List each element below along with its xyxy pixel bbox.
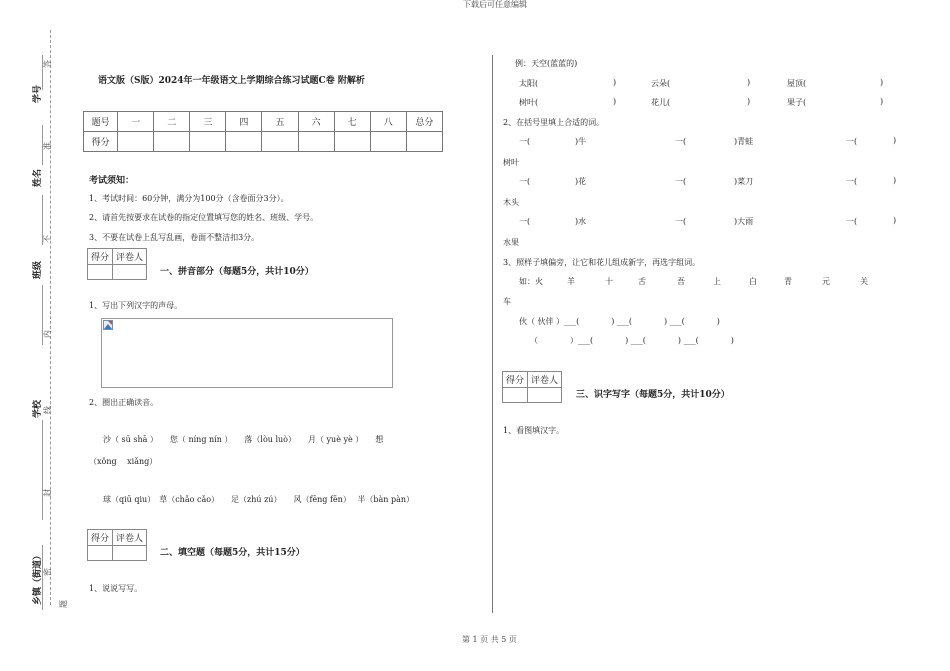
- pair-1c: 一(: [846, 137, 858, 146]
- section-2-title: 二、填空题（每题5分，共计15分）: [160, 548, 305, 558]
- fill-leaf: 树叶(: [519, 98, 539, 107]
- grader-score-label: 得分: [503, 372, 528, 388]
- score-input-cell[interactable]: [226, 132, 262, 152]
- radical-char: 吾: [677, 277, 685, 286]
- grader-score-label: 得分: [88, 249, 113, 265]
- pair-word-1: 树叶: [503, 158, 519, 167]
- score-header-cell: 六: [298, 112, 334, 132]
- pinyin-line-2: （xǒng xiǎng）: [89, 457, 158, 466]
- score-input-cell[interactable]: [406, 132, 442, 152]
- grader-box-3: [502, 371, 562, 403]
- pair-1b: 一(: [675, 137, 687, 146]
- radical-char: 关: [860, 277, 868, 286]
- column-divider: [492, 55, 493, 613]
- score-header-cell: 题号: [84, 112, 118, 132]
- score-header-cell: 三: [190, 112, 226, 132]
- grader-score-input[interactable]: [503, 388, 528, 403]
- grader-reviewer-label: 评卷人: [528, 372, 562, 388]
- mark-feng: 封: [43, 489, 52, 497]
- pair-2a: 一(: [519, 177, 531, 186]
- grader-reviewer-label: 评卷人: [113, 249, 147, 265]
- pinyin-line-3: 球（qiū qiu） 草（chǎo cǎo） 足（zhú zú） 风（fēng fēn） 半（bàn pàn）: [103, 495, 414, 504]
- grader-score-input[interactable]: [88, 265, 113, 280]
- grader-reviewer-input[interactable]: [113, 265, 147, 280]
- word-line-1: 伙（ 伙伴 ）___( ) ___( ) ___( ): [519, 317, 720, 326]
- section-3-q1: 1、看图填汉字。: [503, 426, 565, 435]
- mark-zhun: 准: [43, 142, 52, 150]
- mark-da: 答: [43, 60, 52, 68]
- fill-sun-close: ): [613, 78, 617, 87]
- grader-score-input[interactable]: [88, 546, 113, 561]
- radical-char-car: 车: [503, 297, 511, 306]
- grader-reviewer-input[interactable]: [113, 546, 147, 561]
- mark-xian: 线: [43, 406, 52, 414]
- score-header-cell: 四: [226, 112, 262, 132]
- pair-2a-close: )花: [575, 177, 587, 186]
- notice-item-1: 1、考试时间：60分钟，满分为100分（含卷面分3分）。: [89, 194, 289, 203]
- fill-fruit-close: ): [880, 97, 884, 106]
- pair-2c-close: ): [893, 176, 897, 185]
- score-input-cell[interactable]: [154, 132, 190, 152]
- score-header-cell: 五: [262, 112, 298, 132]
- pair-2b-close: )菜刀: [734, 177, 754, 186]
- mark-ti: 题: [59, 600, 68, 608]
- grader-box-1: [87, 248, 147, 280]
- score-header-cell: 七: [334, 112, 370, 132]
- pair-3c: 一(: [846, 217, 858, 226]
- score-input-cell[interactable]: [262, 132, 298, 152]
- radical-char: 元: [822, 277, 830, 286]
- fill-roof: 屋顶(: [787, 79, 807, 88]
- score-table: [83, 111, 443, 152]
- section-1-title: 一、拼音部分（每题5分，共计10分）: [160, 267, 314, 277]
- fill-flower: 花儿(: [651, 98, 671, 107]
- score-input-cell[interactable]: [118, 132, 154, 152]
- radical-example: 如：火: [519, 277, 543, 286]
- fill-cloud: 云朵(: [651, 79, 671, 88]
- pair-1a: 一(: [519, 137, 531, 146]
- broken-image-icon: [103, 320, 113, 330]
- fill-sun: 太阳(: [519, 79, 539, 88]
- pair-word-2: 木头: [503, 198, 519, 207]
- pinyin-line-1: 沙（ sū shā ） 您（ níng nín ） 落（lòu luò） 月（ yuè yè ） 想: [103, 435, 384, 444]
- label-student-id: 学号: [33, 84, 43, 103]
- label-class: 班级: [33, 260, 43, 279]
- label-township: 乡镇（街道）: [33, 550, 43, 605]
- grader-reviewer-label: 评卷人: [113, 530, 147, 546]
- score-header-cell: 总分: [406, 112, 442, 132]
- pair-1c-close: ): [893, 136, 897, 145]
- right-q2: 2、在括号里填上合适的词。: [503, 118, 605, 127]
- radical-char: 青: [784, 277, 792, 286]
- label-school: 学校: [33, 399, 43, 418]
- radical-char: 羊: [567, 277, 575, 286]
- score-table-score-row: [84, 132, 443, 152]
- score-header-cell: 八: [370, 112, 406, 132]
- section-1-q2: 2、圈出正确读音。: [89, 398, 159, 407]
- score-input-cell[interactable]: [298, 132, 334, 152]
- pair-3b: 一(: [675, 217, 687, 226]
- fill-leaf-close: ): [613, 97, 617, 106]
- underline-5: [42, 420, 43, 520]
- page-number: 第 1 页 共 5 页: [462, 635, 517, 644]
- fill-fruit: 果子(: [787, 98, 807, 107]
- score-header-cell: 二: [154, 112, 190, 132]
- radical-char: 舌: [638, 277, 646, 286]
- score-header-cell: 一: [118, 112, 154, 132]
- header-note: 下载后可任意编辑: [463, 0, 527, 9]
- pair-1a-close: )牛: [575, 137, 587, 146]
- score-row-label: 得分: [84, 132, 118, 152]
- pair-2c: 一(: [846, 177, 858, 186]
- fill-cloud-close: ): [747, 78, 751, 87]
- pair-3a: 一(: [519, 217, 531, 226]
- score-input-cell[interactable]: [334, 132, 370, 152]
- notice-title: 考试须知：: [89, 176, 135, 186]
- grader-score-label: 得分: [88, 530, 113, 546]
- section-2-q1: 1、说说写写。: [89, 584, 143, 593]
- mark-nei: 内: [43, 330, 52, 338]
- score-table-header-row: [84, 112, 443, 132]
- radical-char: 十: [605, 277, 613, 286]
- pair-3a-close: )水: [575, 217, 587, 226]
- label-name: 姓名: [33, 168, 43, 187]
- right-q3: 3、照样子填偏旁，让它和花儿组成新字，再选字组词。: [503, 258, 701, 267]
- pair-word-3: 水果: [503, 238, 519, 247]
- pair-2b: 一(: [675, 177, 687, 186]
- radical-char: 上: [713, 277, 721, 286]
- score-input-cell[interactable]: [370, 132, 406, 152]
- example-line: 例：天空(蓝蓝的): [515, 59, 578, 68]
- document-title: 语文版（S版）2024年一年级语文上学期综合练习试题C卷 附解析: [98, 76, 365, 86]
- section-3-title: 三、识字写字（每题5分，共计10分）: [576, 390, 730, 400]
- image-placeholder: [101, 318, 393, 388]
- fill-flower-close: ): [747, 97, 751, 106]
- grader-box-2: [87, 529, 147, 561]
- notice-item-3: 3、不要在试卷上乱写乱画，卷面不整洁扣3分。: [89, 233, 260, 242]
- notice-item-2: 2、请首先按要求在试卷的指定位置填写您的姓名、班级、学号。: [89, 213, 319, 222]
- mark-mi: 密: [43, 568, 52, 576]
- fill-roof-close: ): [880, 78, 884, 87]
- radical-char: 白: [749, 277, 757, 286]
- binding-dashed-line: [50, 30, 51, 605]
- grader-reviewer-input[interactable]: [528, 388, 562, 403]
- word-line-2: （ ）___( ) ___( ) ___( ): [530, 336, 734, 345]
- mark-bu: 不: [43, 235, 52, 243]
- section-1-q1: 1、写出下列汉字的声母。: [89, 301, 183, 310]
- pair-3c-close: ): [893, 216, 897, 225]
- score-input-cell[interactable]: [190, 132, 226, 152]
- pair-1b-close: )青蛙: [734, 137, 754, 146]
- pair-3b-close: )大雨: [734, 217, 754, 226]
